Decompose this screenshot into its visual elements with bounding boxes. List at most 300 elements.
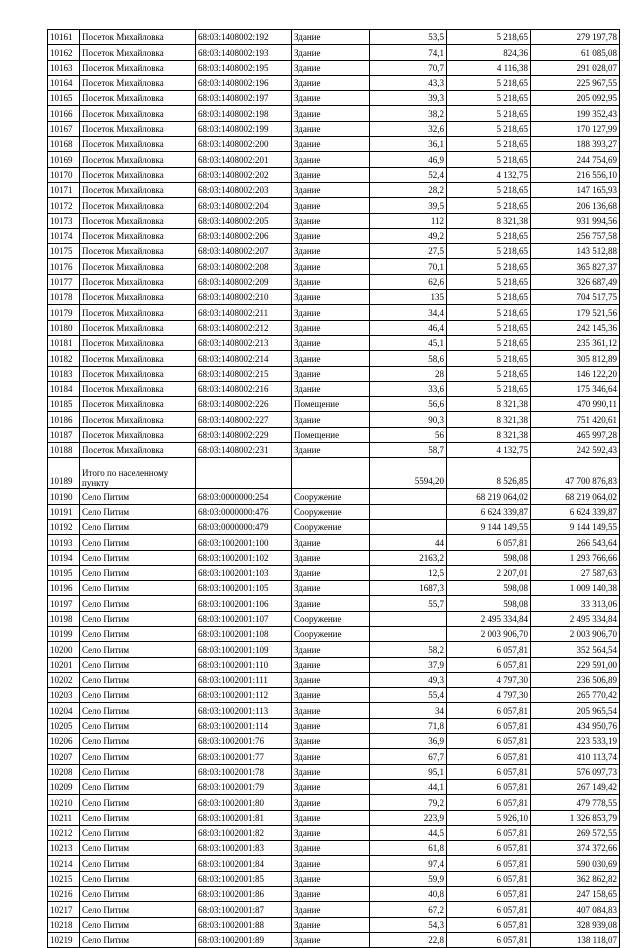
unit-value-cell: 5 218,65 [447,75,531,90]
area-cell [370,611,447,626]
cadastral-number-cell: 68:03:1002001:89 [196,932,292,947]
table-row [48,198,620,213]
cadastral-number-cell: 68:03:1002001:76 [196,734,292,749]
cadastral-value-cell: 47 700 876,83 [531,458,620,489]
unit-value-cell: 5 218,65 [447,198,531,213]
cadastral-number-cell: 68:03:1408002:197 [196,91,292,106]
unit-value-cell: 598,08 [447,596,531,611]
locality-cell: Село Питим [80,657,196,672]
unit-value-cell: 8 526,85 [447,458,531,489]
object-type-cell: Здание [292,718,370,733]
area-cell: 5594,20 [370,458,447,489]
cadastral-number-cell: 68:03:1408002:203 [196,182,292,197]
locality-cell: Село Питим [80,672,196,687]
unit-value-cell: 6 057,81 [447,902,531,917]
object-type-cell: Здание [292,703,370,718]
table-row [48,626,620,641]
object-type-cell: Здание [292,856,370,871]
cadastral-number-cell: 68:03:1002001:102 [196,550,292,565]
row-number-cell: 10195 [48,565,80,580]
table-row [48,887,620,902]
cadastral-value-cell: 2 003 906,70 [531,626,620,641]
unit-value-cell: 5 218,65 [447,290,531,305]
row-number-cell: 10204 [48,703,80,718]
cadastral-number-cell: 68:03:1408002:201 [196,152,292,167]
cadastral-number-cell: 68:03:1408002:209 [196,274,292,289]
property-table [47,29,620,948]
table-row [48,841,620,856]
unit-value-cell: 5 218,65 [447,106,531,121]
cadastral-value-cell: 143 512,88 [531,244,620,259]
unit-value-cell: 5 218,65 [447,121,531,136]
cadastral-value-cell: 223 533,19 [531,734,620,749]
cadastral-value-cell: 1 009 140,38 [531,581,620,596]
cadastral-value-cell: 305 812,89 [531,351,620,366]
unit-value-cell: 2 495 334,84 [447,611,531,626]
object-type-cell: Здание [292,91,370,106]
table-body [48,30,620,948]
area-cell: 39,3 [370,91,447,106]
object-type-cell: Здание [292,75,370,90]
table-row [48,458,620,489]
cadastral-number-cell: 68:03:1002001:83 [196,841,292,856]
unit-value-cell: 5 218,65 [447,244,531,259]
locality-cell: Посеток Михайловка [80,91,196,106]
row-number-cell: 10161 [48,30,80,45]
locality-cell: Село Питим [80,535,196,550]
cadastral-number-cell: 68:03:1408002:200 [196,137,292,152]
table-row [48,366,620,381]
unit-value-cell: 8 321,38 [447,213,531,228]
area-cell: 40,8 [370,887,447,902]
cadastral-number-cell: 68:03:1408002:198 [196,106,292,121]
area-cell [370,489,447,504]
object-type-cell: Помещение [292,427,370,442]
cadastral-number-cell: 68:03:1002001:106 [196,596,292,611]
object-type-cell: Здание [292,565,370,580]
cadastral-number-cell: 68:03:1002001:81 [196,810,292,825]
object-type-cell: Здание [292,932,370,947]
locality-cell: Село Питим [80,932,196,947]
area-cell: 90,3 [370,412,447,427]
locality-cell: Посеток Михайловка [80,443,196,458]
area-cell [370,504,447,519]
area-cell: 56 [370,427,447,442]
area-cell: 55,4 [370,688,447,703]
cadastral-number-cell: 68:03:1002001:84 [196,856,292,871]
locality-cell: Посеток Михайловка [80,213,196,228]
area-cell: 79,2 [370,795,447,810]
object-type-cell: Здание [292,779,370,794]
cadastral-number-cell: 68:03:1408002:211 [196,305,292,320]
cadastral-number-cell: 68:03:1002001:79 [196,779,292,794]
unit-value-cell: 5 218,65 [447,137,531,152]
cadastral-number-cell: 68:03:0000000:479 [196,519,292,534]
object-type-cell: Здание [292,198,370,213]
cadastral-number-cell: 68:03:1408002:227 [196,412,292,427]
cadastral-number-cell: 68:03:1002001:111 [196,672,292,687]
table-row [48,397,620,412]
unit-value-cell: 4 797,30 [447,672,531,687]
table-row [48,779,620,794]
table-row [48,351,620,366]
object-type-cell: Здание [292,672,370,687]
locality-cell: Посеток Михайловка [80,167,196,182]
area-cell: 59,9 [370,871,447,886]
cadastral-value-cell: 170 127,99 [531,121,620,136]
cadastral-value-cell: 1 326 853,79 [531,810,620,825]
row-number-cell: 10206 [48,734,80,749]
unit-value-cell: 6 057,81 [447,749,531,764]
unit-value-cell: 8 321,38 [447,412,531,427]
unit-value-cell: 5 218,65 [447,366,531,381]
cadastral-value-cell: 256 757,58 [531,228,620,243]
object-type-cell: Здание [292,228,370,243]
cadastral-value-cell: 175 346,64 [531,381,620,396]
unit-value-cell: 8 321,38 [447,427,531,442]
cadastral-number-cell: 68:03:1408002:214 [196,351,292,366]
object-type-cell: Сооружение [292,519,370,534]
table-row [48,703,620,718]
cadastral-number-cell: 68:03:1408002:206 [196,228,292,243]
area-cell: 58,7 [370,443,447,458]
unit-value-cell: 5 218,65 [447,335,531,350]
row-number-cell: 10202 [48,672,80,687]
locality-cell: Село Питим [80,764,196,779]
cadastral-value-cell: 362 862,82 [531,871,620,886]
object-type-cell: Здание [292,887,370,902]
unit-value-cell: 8 321,38 [447,397,531,412]
area-cell: 44,5 [370,825,447,840]
unit-value-cell: 5 218,65 [447,182,531,197]
cadastral-number-cell: 68:03:1408002:213 [196,335,292,350]
locality-cell: Посеток Михайловка [80,274,196,289]
locality-cell: Посеток Михайловка [80,198,196,213]
cadastral-value-cell: 244 754,69 [531,152,620,167]
table-row [48,335,620,350]
object-type-cell: Здание [292,244,370,259]
area-cell: 71,8 [370,718,447,733]
cadastral-value-cell: 407 084,83 [531,902,620,917]
unit-value-cell: 4 132,75 [447,167,531,182]
cadastral-number-cell: 68:03:1002001:113 [196,703,292,718]
row-number-cell: 10203 [48,688,80,703]
object-type-cell: Здание [292,320,370,335]
table-row [48,535,620,550]
table-row [48,718,620,733]
cadastral-value-cell: 269 572,55 [531,825,620,840]
table-row [48,290,620,305]
object-type-cell: Здание [292,443,370,458]
row-number-cell: 10171 [48,182,80,197]
cadastral-value-cell: 205 965,54 [531,703,620,718]
area-cell: 32,6 [370,121,447,136]
cadastral-value-cell: 267 149,42 [531,779,620,794]
cadastral-value-cell: 146 122,20 [531,366,620,381]
object-type-cell: Сооружение [292,489,370,504]
unit-value-cell: 6 057,81 [447,917,531,932]
cadastral-number-cell: 68:03:1002001:87 [196,902,292,917]
cadastral-value-cell: 2 495 334,84 [531,611,620,626]
cadastral-value-cell: 179 521,56 [531,305,620,320]
locality-cell: Село Питим [80,565,196,580]
unit-value-cell: 5 218,65 [447,381,531,396]
unit-value-cell: 5 218,65 [447,30,531,45]
cadastral-value-cell: 266 543,64 [531,535,620,550]
object-type-cell: Здание [292,351,370,366]
cadastral-value-cell: 225 967,55 [531,75,620,90]
area-cell: 44 [370,535,447,550]
locality-cell: Село Питим [80,611,196,626]
row-number-cell: 10209 [48,779,80,794]
row-number-cell: 10199 [48,626,80,641]
row-number-cell: 10201 [48,657,80,672]
object-type-cell: Здание [292,412,370,427]
area-cell: 44,1 [370,779,447,794]
cadastral-number-cell: 68:03:1002001:82 [196,825,292,840]
unit-value-cell: 68 219 064,02 [447,489,531,504]
locality-cell: Посеток Михайловка [80,427,196,442]
object-type-cell: Здание [292,764,370,779]
area-cell: 46,9 [370,152,447,167]
object-type-cell: Здание [292,841,370,856]
row-number-cell: 10193 [48,535,80,550]
row-number-cell: 10181 [48,335,80,350]
locality-cell: Село Питим [80,519,196,534]
area-cell: 12,5 [370,565,447,580]
locality-cell: Посеток Михайловка [80,351,196,366]
row-number-cell: 10165 [48,91,80,106]
unit-value-cell: 5 218,65 [447,274,531,289]
unit-value-cell: 5 218,65 [447,259,531,274]
table-row [48,795,620,810]
cadastral-value-cell: 704 517,75 [531,290,620,305]
locality-cell: Посеток Михайловка [80,412,196,427]
table-row [48,45,620,60]
table-row [48,91,620,106]
table-row [48,734,620,749]
cadastral-number-cell: 68:03:1002001:107 [196,611,292,626]
unit-value-cell: 6 057,81 [447,871,531,886]
row-number-cell: 10172 [48,198,80,213]
object-type-cell: Сооружение [292,504,370,519]
cadastral-number-cell: 68:03:1408002:226 [196,397,292,412]
object-type-cell: Сооружение [292,611,370,626]
area-cell [370,626,447,641]
locality-cell: Село Питим [80,902,196,917]
cadastral-value-cell: 216 556,10 [531,167,620,182]
row-number-cell: 10197 [48,596,80,611]
cadastral-number-cell: 68:03:1408002:208 [196,259,292,274]
row-number-cell: 10186 [48,412,80,427]
table-row [48,213,620,228]
locality-cell: Село Питим [80,795,196,810]
area-cell: 67,2 [370,902,447,917]
cadastral-number-cell: 68:03:1408002:193 [196,45,292,60]
cadastral-number-cell: 68:03:0000000:254 [196,489,292,504]
row-number-cell: 10179 [48,305,80,320]
cadastral-value-cell: 374 372,66 [531,841,620,856]
locality-cell: Село Питим [80,779,196,794]
row-number-cell: 10174 [48,228,80,243]
cadastral-number-cell: 68:03:1002001:112 [196,688,292,703]
area-cell: 49,3 [370,672,447,687]
cadastral-value-cell: 326 687,49 [531,274,620,289]
unit-value-cell: 4 132,75 [447,443,531,458]
locality-cell: Посеток Михайловка [80,45,196,60]
cadastral-value-cell: 235 361,12 [531,335,620,350]
cadastral-value-cell: 9 144 149,55 [531,519,620,534]
cadastral-number-cell: 68:03:1002001:110 [196,657,292,672]
row-number-cell: 10176 [48,259,80,274]
locality-cell: Посеток Михайловка [80,397,196,412]
row-number-cell: 10208 [48,764,80,779]
table-row [48,917,620,932]
row-number-cell: 10177 [48,274,80,289]
row-number-cell: 10175 [48,244,80,259]
cadastral-number-cell: 68:03:1408002:216 [196,381,292,396]
locality-cell: Посеток Михайловка [80,366,196,381]
unit-value-cell: 6 057,81 [447,657,531,672]
object-type-cell: Здание [292,121,370,136]
cadastral-number-cell: 68:03:1408002:195 [196,60,292,75]
unit-value-cell: 6 057,81 [447,642,531,657]
cadastral-value-cell: 365 827,37 [531,259,620,274]
area-cell: 56,6 [370,397,447,412]
area-cell: 135 [370,290,447,305]
unit-value-cell: 6 057,81 [447,734,531,749]
locality-cell: Село Питим [80,856,196,871]
locality-cell: Село Питим [80,581,196,596]
row-number-cell: 10185 [48,397,80,412]
locality-cell: Село Питим [80,871,196,886]
cadastral-number-cell: 68:03:1408002:212 [196,320,292,335]
object-type-cell: Здание [292,290,370,305]
row-number-cell: 10169 [48,152,80,167]
row-number-cell: 10180 [48,320,80,335]
unit-value-cell: 5 926,10 [447,810,531,825]
row-number-cell: 10215 [48,871,80,886]
cadastral-number-cell: 68:03:1408002:229 [196,427,292,442]
area-cell: 74,1 [370,45,447,60]
cadastral-number-cell: 68:03:1002001:77 [196,749,292,764]
row-number-cell: 10191 [48,504,80,519]
locality-cell: Посеток Михайловка [80,121,196,136]
table-row [48,764,620,779]
object-type-cell: Здание [292,60,370,75]
locality-cell: Посеток Михайловка [80,60,196,75]
area-cell: 33,6 [370,381,447,396]
locality-cell: Село Питим [80,550,196,565]
object-type-cell: Здание [292,335,370,350]
object-type-cell: Здание [292,274,370,289]
table-row [48,75,620,90]
cadastral-number-cell: 68:03:1408002:199 [196,121,292,136]
cadastral-value-cell: 328 939,08 [531,917,620,932]
cadastral-number-cell: 68:03:1408002:196 [196,75,292,90]
cadastral-number-cell: 68:03:1408002:205 [196,213,292,228]
row-number-cell: 10164 [48,75,80,90]
table-row [48,611,620,626]
row-number-cell: 10189 [48,458,80,489]
locality-cell: Посеток Михайловка [80,30,196,45]
area-cell: 112 [370,213,447,228]
cadastral-value-cell: 576 097,73 [531,764,620,779]
table-row [48,121,620,136]
area-cell: 34 [370,703,447,718]
cadastral-number-cell: 68:03:1002001:85 [196,871,292,886]
row-number-cell: 10178 [48,290,80,305]
area-cell: 34,4 [370,305,447,320]
area-cell: 52,4 [370,167,447,182]
locality-cell: Село Питим [80,688,196,703]
object-type-cell: Здание [292,259,370,274]
object-type-cell: Здание [292,167,370,182]
cadastral-number-cell: 68:03:1002001:88 [196,917,292,932]
unit-value-cell: 6 057,81 [447,841,531,856]
table-row [48,152,620,167]
area-cell: 54,3 [370,917,447,932]
cadastral-number-cell [196,458,292,489]
table-row [48,443,620,458]
table-row [48,902,620,917]
row-number-cell: 10205 [48,718,80,733]
area-cell: 36,9 [370,734,447,749]
object-type-cell: Помещение [292,397,370,412]
unit-value-cell: 5 218,65 [447,305,531,320]
area-cell: 28,2 [370,182,447,197]
unit-value-cell: 6 057,81 [447,764,531,779]
area-cell: 97,4 [370,856,447,871]
table-row [48,688,620,703]
table-row [48,381,620,396]
area-cell: 223,9 [370,810,447,825]
area-cell: 55,7 [370,596,447,611]
table-row [48,305,620,320]
unit-value-cell: 6 057,81 [447,795,531,810]
cadastral-value-cell: 236 506,89 [531,672,620,687]
object-type-cell: Здание [292,137,370,152]
unit-value-cell: 6 624 339,87 [447,504,531,519]
area-cell: 49,2 [370,228,447,243]
cadastral-value-cell: 199 352,43 [531,106,620,121]
cadastral-number-cell: 68:03:1002001:78 [196,764,292,779]
row-number-cell: 10166 [48,106,80,121]
row-number-cell: 10170 [48,167,80,182]
cadastral-value-cell: 68 219 064,02 [531,489,620,504]
table-row [48,106,620,121]
table-row [48,565,620,580]
unit-value-cell: 2 003 906,70 [447,626,531,641]
row-number-cell: 10212 [48,825,80,840]
row-number-cell: 10182 [48,351,80,366]
row-number-cell: 10187 [48,427,80,442]
area-cell: 67,7 [370,749,447,764]
table-row [48,244,620,259]
locality-cell: Село Питим [80,596,196,611]
unit-value-cell: 5 218,65 [447,91,531,106]
cadastral-number-cell: 68:03:1002001:109 [196,642,292,657]
object-type-cell: Здание [292,213,370,228]
area-cell [370,519,447,534]
table-row [48,672,620,687]
row-number-cell: 10188 [48,443,80,458]
row-number-cell: 10168 [48,137,80,152]
area-cell: 27,5 [370,244,447,259]
table-row [48,825,620,840]
unit-value-cell: 824,36 [447,45,531,60]
unit-value-cell: 9 144 149,55 [447,519,531,534]
